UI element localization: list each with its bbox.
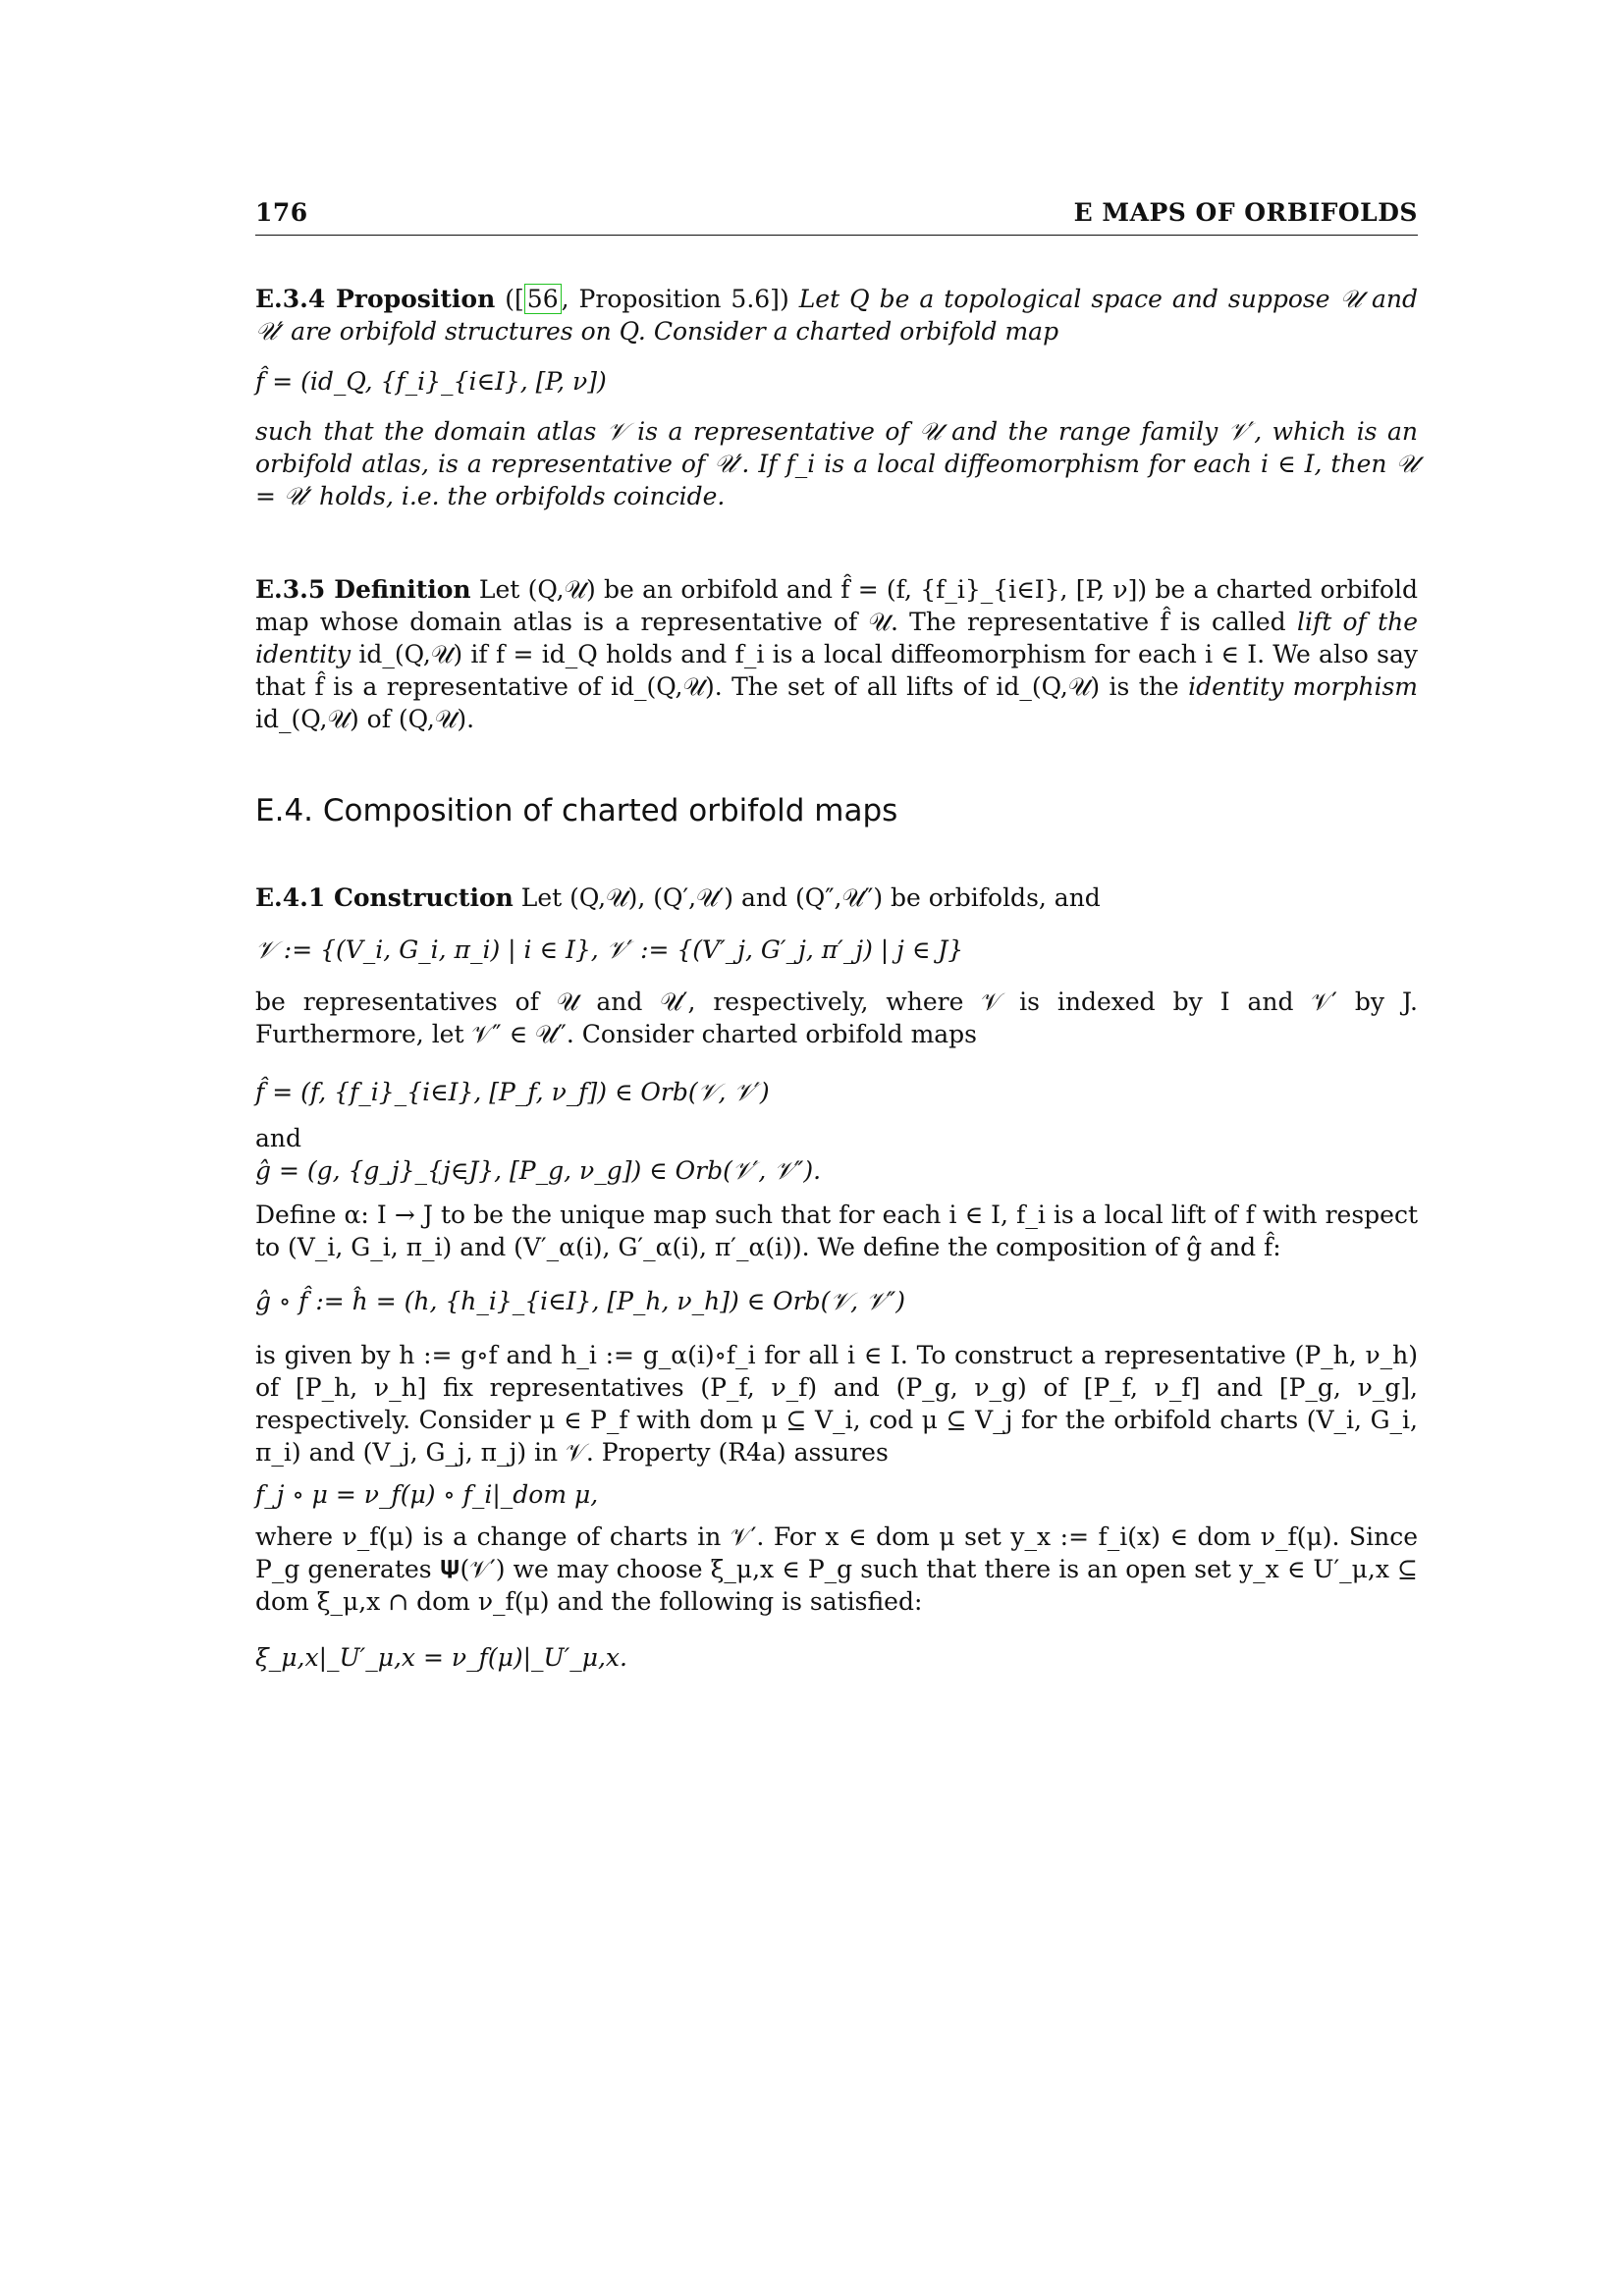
equation-xi: ξ_μ,x|_U′_μ,x = ν_f(μ)|_U′_μ,x.: [255, 1643, 627, 1672]
definition-text-c: id_(Q,𝒰) of (Q,𝒰).: [255, 705, 475, 733]
construction-paragraph-3: is given by h := g∘f and h_i := g_α(i)∘f_i for all i ∈ I. To construct a representative (P_h, ν_h) of [P_h, ν_h] fix representatives (P_f, ν_f) and (P_g, ν_g) of [P_f, ν_f] and [P_g, ν_g], respectively. Consider μ ∈ P_f with dom μ ⊆ V_i, cod μ ⊆ V_j for the orbifold charts (V_i, G_i, π_i) and (V_j, G_j, π_j) in 𝒱. Property (R4a) assures: [255, 1341, 1418, 1467]
definition-e35: [255, 573, 1418, 735]
definition-text-a: Let (Q,𝒰) be an orbifold and f̂ = (f, {f_i}_{i∈I}, [P, ν]) be a charted orbifold map whose domain atlas is a representative of 𝒰. The representative f̂ is called: [255, 575, 1418, 636]
equation-g-hat: ĝ = (g, {g_j}_{j∈J}, [P_g, ν_g]) ∈ Orb(𝒱′, 𝒱″).: [255, 1156, 822, 1185]
construction-e41: [255, 881, 1418, 1674]
definition-heading: E.3.5 Definition: [255, 575, 471, 604]
section-title: E.4. Composition of charted orbifold maps: [255, 793, 898, 828]
running-head: [255, 198, 1418, 236]
construction-intro: Let (Q,𝒰), (Q′,𝒰′) and (Q″,𝒰″) be orbifolds, and: [520, 883, 1101, 912]
proposition-statement: Let Q be a topological space and suppose 𝒰 and 𝒰′ are orbifold structures on Q. Consider a charted orbifold map: [255, 285, 1418, 346]
definition-text-b: id_(Q,𝒰) if f = id_Q holds and f_i is a local diffeomorphism for each i ∈ I. We also say that f̂ is a representative of id_(Q,𝒰). The set of all lifts of id_(Q,𝒰) is the: [255, 640, 1418, 701]
proposition-equation: f̂ = (id_Q, {f_i}_{i∈I}, [P, ν]): [255, 367, 607, 396]
construction-paragraph-2: Define α: I → J to be the unique map such that for each i ∈ I, f_i is a local lift of f with respect to (V_i, G_i, π_i) and (V′_α(i), G′_α(i), π′_α(i)). We define the composition of ĝ and f̂:: [255, 1201, 1418, 1261]
construction-paragraph-1: be representatives of 𝒰 and 𝒰′, respectively, where 𝒱 is indexed by I and 𝒱′ by J. Furthermore, let 𝒱″ ∈ 𝒰″. Consider charted orbifold maps: [255, 988, 1418, 1048]
equation-composition: ĝ ∘ f̂ := ĥ = (h, {h_i}_{i∈I}, [P_h, ν_h]) ∈ Orb(𝒱, 𝒱″): [255, 1287, 905, 1315]
equation-f-hat: f̂ = (f, {f_i}_{i∈I}, [P_f, ν_f]) ∈ Orb(𝒱, 𝒱′): [255, 1078, 770, 1106]
chapter-title: E MAPS OF ORBIFOLDS: [1073, 198, 1418, 227]
page-number: 176: [255, 198, 308, 227]
and-word: and: [255, 1124, 302, 1152]
citation-open: (: [505, 285, 515, 313]
citation-rest: , Proposition 5.6]): [561, 285, 789, 313]
proposition-statement-cont: such that the domain atlas 𝒱 is a representative of 𝒰 and the range family 𝒱′, which is an orbifold atlas, is a representative of 𝒰′. If f_i is a local diffeomorphism for each i ∈ I, then 𝒰 = 𝒰′ holds, i.e. the orbifolds coincide.: [255, 417, 1418, 510]
proposition-e34: E.3.4 Proposition ([ 56 , Proposition 5.6]) Let Q be a topological space and suppose 𝒰 and 𝒰′ are orbifold structures on Q. Consider a charted orbifold map f̂ = (id_Q, {f_i}_{i∈I}, [P, ν]) such that the domain atlas 𝒱 is a representative of 𝒰 and the range family 𝒱′, which is an orbifold atlas, is a representative of 𝒰′. If f_i is a local diffeomorphism for each i ∈ I, then 𝒰 = 𝒰′ holds, i.e. the orbifolds coincide.: [255, 285, 1418, 510]
citation-link[interactable]: 56: [524, 284, 562, 314]
construction-heading: E.4.1 Construction: [255, 883, 514, 912]
equation-atlases: 𝒱 := {(V_i, G_i, π_i) | i ∈ I}, 𝒱′ := {(V′_j, G′_j, π′_j) | j ∈ J}: [255, 935, 964, 964]
construction-paragraph-4: where ν_f(μ) is a change of charts in 𝒱′. For x ∈ dom μ set y_x := f_i(x) ∈ dom ν_f(μ). Since P_g generates 𝚿(𝒱′) we may choose ξ_μ,x ∈ P_g such that there is an open set y_x ∈ U′_μ,x ⊆ dom ξ_μ,x ∩ dom ν_f(μ) and the following is satisfied:: [255, 1522, 1418, 1616]
definition-term-lift: lift of the identity: [255, 608, 1419, 668]
proposition-heading: E.3.4 Proposition: [255, 285, 496, 313]
equation-r4a: f_j ∘ μ = ν_f(μ) ∘ f_i|_dom μ,: [255, 1480, 599, 1509]
definition-term-identity: identity morphism: [1188, 672, 1418, 701]
